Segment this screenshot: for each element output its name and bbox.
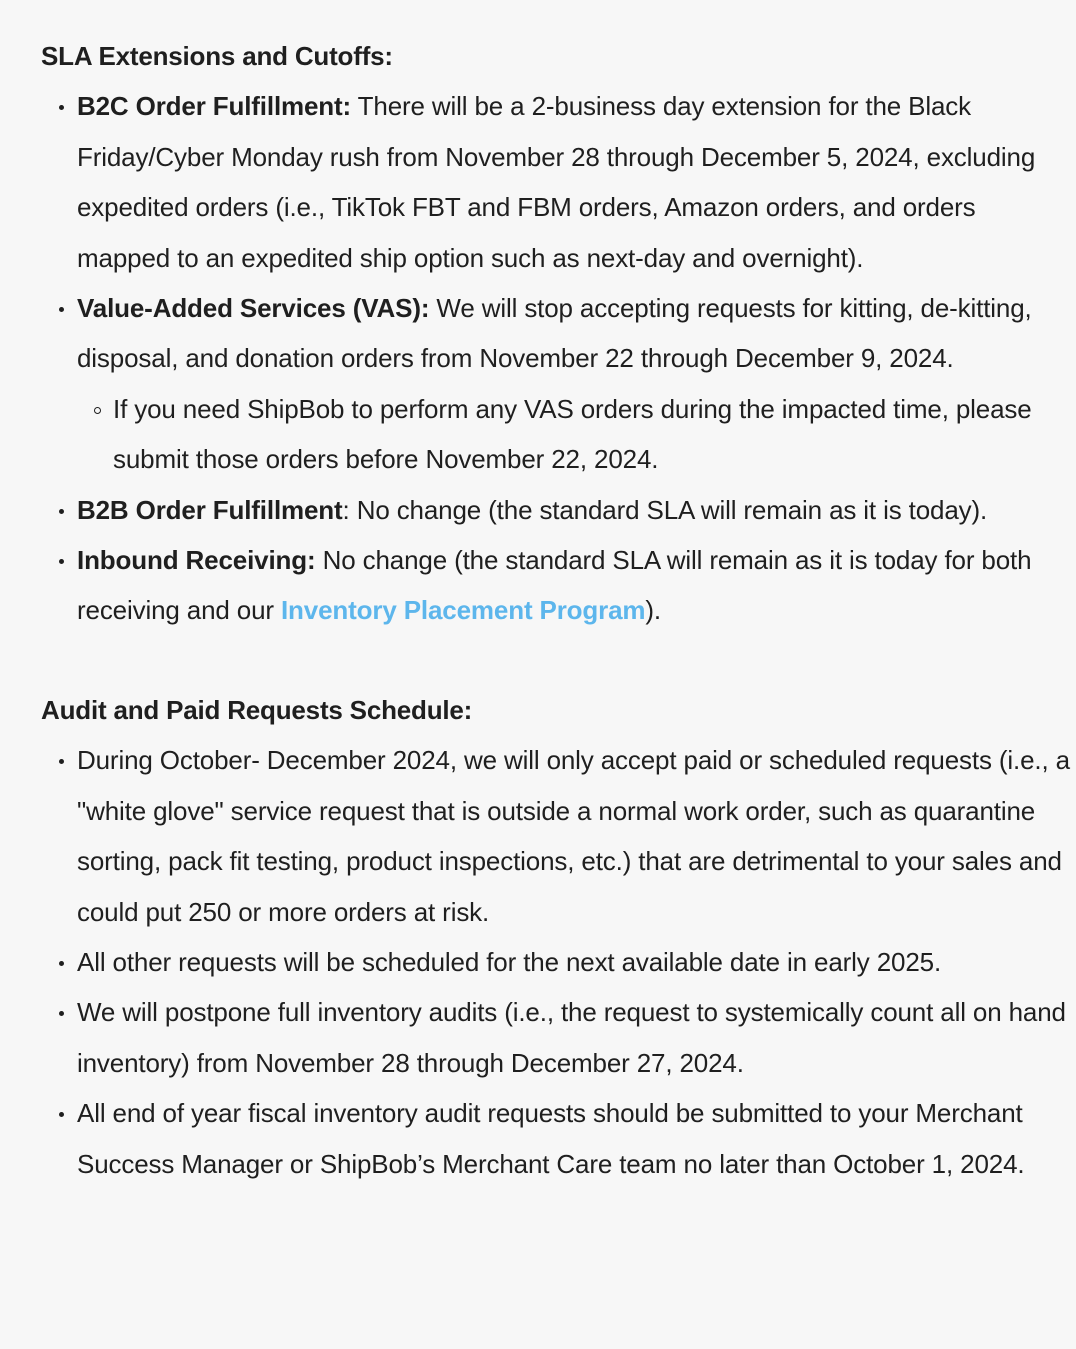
sla-item-label: Inbound Receiving: xyxy=(77,545,316,576)
sla-item-text: : No change (the standard SLA will remain as it is today). xyxy=(342,494,988,525)
sla-item-b2b xyxy=(41,485,1071,535)
audit-item: All other requests will be scheduled for the next available date in early 2025. xyxy=(41,937,1071,987)
sla-item-vas xyxy=(41,283,1071,485)
sla-item-text: We will stop accepting requests for kitting, de-kitting, disposal, and donation orders from November 22 through December 9, 2024. xyxy=(77,293,1032,374)
audit-item: We will postpone full inventory audits (i.e., the request to systemically count all on hand inventory) from November 28 through December 27, 2024. xyxy=(41,987,1071,1088)
audit-heading: Audit and Paid Requests Schedule: xyxy=(41,694,473,725)
audit-item: During October- December 2024, we will only accept paid or scheduled requests (i.e., a "white glove" service request that is outside a normal work order, such as quarantine sorting, pack fit testing, product inspections, etc.) that are detrimental to your sales and could put 250 or more orders at risk. xyxy=(41,735,1071,937)
sla-item-text: No change (the standard SLA will remain as it is today for both receiving and our xyxy=(77,545,1032,626)
sla-item-b2c xyxy=(41,81,1071,283)
audit-item: All end of year fiscal inventory audit requests should be submitted to your Merchant Success Manager or ShipBob’s Merchant Care team no later than October 1, 2024. xyxy=(41,1088,1071,1189)
sla-item-text-after: ). xyxy=(645,595,661,626)
sla-heading: SLA Extensions and Cutoffs: xyxy=(41,41,393,71)
sla-item-label: Value-Added Services (VAS): xyxy=(77,293,430,324)
inventory-placement-program-link[interactable]: Inventory Placement Program xyxy=(280,595,646,626)
sla-item-label: B2C Order Fulfillment: xyxy=(77,91,352,122)
sla-item-label: B2B Order Fulfillment xyxy=(77,494,343,525)
vas-sub-list xyxy=(77,384,1071,485)
sla-item-inbound xyxy=(41,535,1071,636)
audit-list xyxy=(41,735,1071,1189)
section-spacer xyxy=(41,636,1071,685)
vas-sub-item: If you need ShipBob to perform any VAS orders during the impacted time, please submit those orders before November 22, 2024. xyxy=(77,384,1071,485)
sla-list xyxy=(41,81,1071,635)
sla-item-text: There will be a 2-business day extension for the Black Friday/Cyber Monday rush from November 28 through December 5, 2024, excluding expedited orders (i.e., TikTok FBT and FBM orders, Amazon orders, and orders mapped to an expedited ship option such as next-day and overnight). xyxy=(77,91,1036,273)
